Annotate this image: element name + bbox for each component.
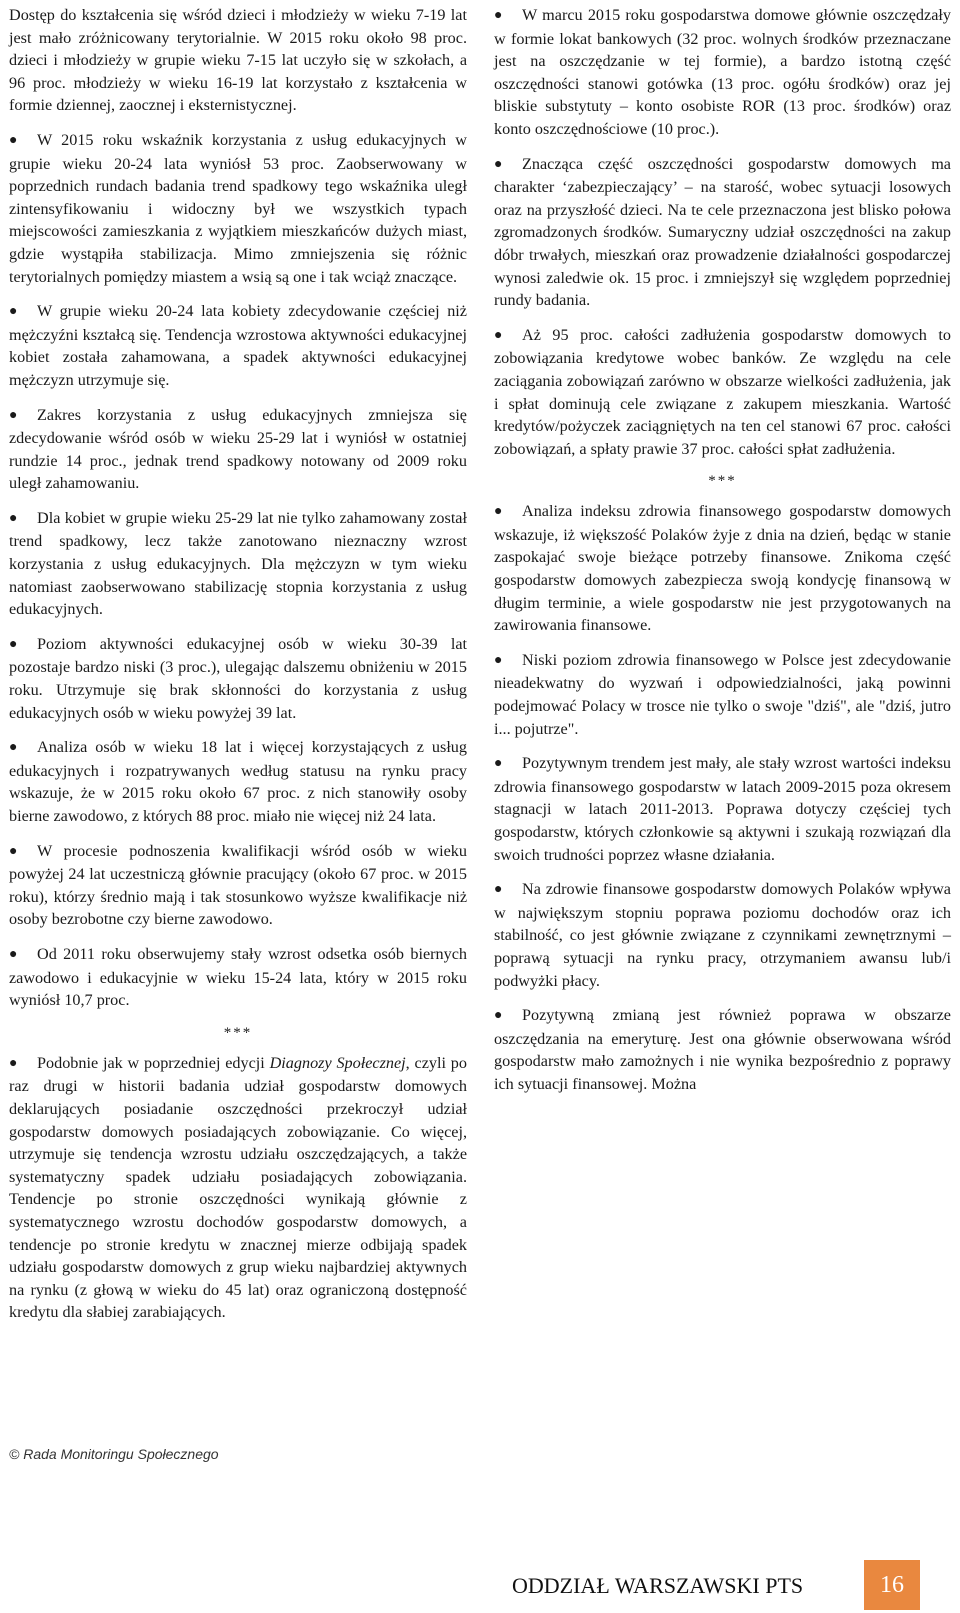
section-separator: *** bbox=[223, 1024, 253, 1041]
bullet-item: ● Zakres korzystania z usług edukacyjnych zmniejsza się zdecydowanie wśród osób w wieku 25-29 lat i wyniósł w ostatniej rundzie 14 proc., jednak trend spadkowy notowany od 2009 roku uległ zahamowaniu. bbox=[9, 405, 467, 493]
bullet-icon: ● bbox=[9, 740, 18, 756]
bullet-item: ● W 2015 roku wskaźnik korzystania z usług edukacyjnych w grupie wieku 20-24 lata wyniósł 53 proc. Zaobserwowany w poprzednich rundach badania trend spadkowy tego wskaźnika uległ zintensyfikowaniu i widoczny był we wszystkich typach miejscowości zamieszkania z wyjątkiem mieszkańców dużych miast, gdzie wystąpiła stabilizacja. Mimo zmniejszenia się różnic terytorialnych pomiędzy miastem a wsią są one i tak wciąż znaczące. bbox=[9, 130, 467, 286]
section-separator: *** bbox=[708, 473, 737, 490]
bullet-icon: ● bbox=[494, 504, 503, 520]
bullet-item: ● Pozytywnym trendem jest mały, ale stały wzrost wartości indeksu zdrowia finansowego gospodarstw w latach 2009-2015 poza okresem stagnacji w latach 2011-2013. Poprawa dotyczy częściej tych gospodarstw, których członkowie są aktywni i szukają rozwiązań dla swoich trudności poprzez własne działania. bbox=[494, 754, 951, 864]
bullet-item: ● Dla kobiet w grupie wieku 25-29 lat nie tylko zahamowany został trend spadkowy, lecz także zanotowano nieznaczny wzrost korzystania z usług edukacyjnych. Dla mężczyzn w tym wieku natomiast zaobserwowano stabilizację stopnia korzystania z usług edukacyjnych. bbox=[9, 508, 467, 619]
bullet-icon: ● bbox=[494, 652, 503, 668]
bullet-icon: ● bbox=[9, 132, 18, 148]
footer-label: ODDZIAŁ WARSZAWSKI PTS bbox=[512, 1573, 804, 1598]
bullet-icon: ● bbox=[9, 407, 18, 423]
bullet-item: ● Pozytywną zmianą jest również poprawa w obszarze oszczędzania na emeryturę. Jest ona głównie obserwowana wśród gospodarstw mało zamożnych i nie wynika bezpośrednio z poprawy ich sytuacji finansowej. Można bbox=[494, 1006, 951, 1093]
bullet-icon: ● bbox=[9, 1055, 18, 1071]
bullet-item: ● W marcu 2015 roku gospodarstwa domowe głównie oszczędzały w formie lokat bankowych (32 proc. wolnych środków przeznaczane jest na oszczędzanie w tej formie), a bardzo istotną część oszczędności stanowi gotówka (13 proc. ogółu środków) oraz jej bliskie substytuty – konto osobiste ROR (13 proc. środków) oraz konto oszczędnościowe (10 proc.). bbox=[494, 6, 951, 138]
bullet-icon: ● bbox=[494, 756, 503, 772]
left-column bbox=[9, 4, 467, 1336]
bullet-item: ● Analiza indeksu zdrowia finansowego gospodarstw domowych wskazuje, iż większość Polaków żyje z dnia na dzień, będąc w stanie zaspokajać swoje bieżące potrzeby finansowe. Znikoma część gospodarstw domowych zabezpiecza swoją kondycję finansową w długim terminie, a wiele gospodarstw nie jest przygotowanych na zawirowania finansowe. bbox=[494, 502, 951, 635]
bullet-icon: ● bbox=[494, 327, 503, 343]
bullet-icon: ● bbox=[9, 946, 18, 962]
bullet-item: ● Podobnie jak w poprzedniej edycji Diagnozy Społecznej, czyli po raz drugi w historii badania udział gospodarstw domowych deklarujących posiadanie oszczędności przekroczył udział gospodarstw domowych posiadających zobowiązanie. Co więcej, utrzymuje się tendencja wzrostu udziału oszczędzających, a także systematyczny spadek udziału posiadających zobowiązania. Tendencje po stronie oszczędności wynikają głównie z systematycznego wzrostu dochodów gospodarstw domowych, a tendencje po stronie kredytu w znacznej mierze odbijają spadek udziału gospodarstw domowych z grup wieku najbardziej aktywnych na rynku (z głową w wieku do 45 lat) oraz ograniczoną dostępność kredytu dla słabiej zarabiających. bbox=[9, 1053, 467, 1322]
bullet-icon: ● bbox=[494, 882, 503, 898]
intro-paragraph: Dostęp do kształcenia się wśród dzieci i młodzieży w wieku 7-19 lat jest mało zróżnicowany terytorialnie. W 2015 roku około 98 proc. dzieci i młodzieży w grupie wieku 7-15 lat uczyło się w szkołach, a 96 proc. młodzieży w wieku 16-19 lat korzystało z kształcenia w formie dziennej, zaocznej i eksternistycznej. bbox=[9, 6, 467, 115]
bullet-item: ● Niski poziom zdrowia finansowego w Polsce jest zdecydowanie nieadekwatny do wyzwań i odpowiedzialności, jaką powinni podejmować Polacy w trosce nie tylko o swoje "dziś", ale "dziś, jutro i... pojutrze". bbox=[494, 650, 951, 738]
bullet-item: ● Znacząca część oszczędności gospodarstw domowych ma charakter ‘zabezpieczający’ – na starość, wobec sytuacji losowych oraz na przyszłość dzieci. Na te cele przeznaczona jest blisko połowa zgromadzonych środków. Sumaryczny udział oszczędności na zakup dóbr trwałych, mieszkań oraz prowadzenie działalności gospodarczej wynosi zaledwie ok. 15 proc. i zmniejszył się względem poprzedniej rundy badania. bbox=[494, 154, 951, 310]
bullet-icon: ● bbox=[494, 1008, 503, 1024]
bullet-item: ● Analiza osób w wieku 18 lat i więcej korzystających z usług edukacyjnych i rozpatrywanych według statusu na rynku pracy wskazuje, że w 2015 roku około 67 proc. z nich stanowiły osoby bierne zawodowo, z których 88 proc. miało nie więcej niż 24 lata. bbox=[9, 738, 467, 825]
copyright-notice: © Rada Monitoringu Społecznego bbox=[9, 1446, 219, 1462]
right-column bbox=[494, 4, 951, 1108]
bullet-icon: ● bbox=[494, 156, 503, 172]
bullet-icon: ● bbox=[9, 843, 18, 859]
bullet-item: ● Poziom aktywności edukacyjnej osób w wieku 30-39 lat pozostaje bardzo niski (3 proc.), ulegając dalszemu obniżeniu w 2015 roku. Utrzymuje się brak skłonności do korzystania z usług edukacyjnych osób w wieku powyżej 39 lat. bbox=[9, 634, 467, 722]
bullet-icon: ● bbox=[9, 636, 18, 652]
bullet-icon: ● bbox=[9, 304, 18, 320]
bullet-icon: ● bbox=[9, 510, 18, 526]
bullet-item: ● Aż 95 proc. całości zadłużenia gospodarstw domowych to zobowiązania kredytowe wobec banków. Ze względu na cele zaciągania zobowiązań zarówno w obszarze wielkości zadłużenia, jak i spłat dominują cele związane z zakupem mieszkania. Wartość kredytów/pożyczek zaciągniętych na ten cel stanowi 67 proc. całości zobowiązań, a spłaty prawie 37 proc. całości spłat zadłużenia. bbox=[494, 325, 951, 458]
bullet-item: ● W procesie podnoszenia kwalifikacji wśród osób w wieku powyżej 24 lat uczestniczą głównie pracujący (około 67 proc. w 2015 roku), którzy średnio mają i tak stosunkowo wyższe kwalifikacje niż osoby bezrobotne czy bierne zawodowo. bbox=[9, 841, 467, 929]
bullet-item: ● W grupie wieku 20-24 lata kobiety zdecydowanie częściej niż mężczyźni kształcą się. Tendencja wzrostowa aktywności edukacyjnej kobiet została zahamowana, a spadek aktywności edukacyjnej mężczyzn utrzymuje się. bbox=[9, 302, 467, 389]
page-number-badge: 16 bbox=[864, 1560, 920, 1610]
bullet-item: ● Od 2011 roku obserwujemy stały wzrost odsetka osób biernych zawodowo i edukacyjnie w wieku 15-24 lata, który w 2015 roku wyniósł 10,7 proc. bbox=[9, 944, 467, 1010]
publication-title: Diagnozy Społecznej bbox=[269, 1053, 406, 1072]
bullet-item: ● Na zdrowie finansowe gospodarstw domowych Polaków wpływa w największym stopniu poprawa poziomu dochodów oraz ich stabilność, co jest głównie związane z czynnikami zewnętrznymi – poprawą sytuacji na rynku pracy, otrzymaniem awansu lub/i podwyżki płacy. bbox=[494, 880, 951, 990]
bullet-icon: ● bbox=[494, 8, 503, 23]
